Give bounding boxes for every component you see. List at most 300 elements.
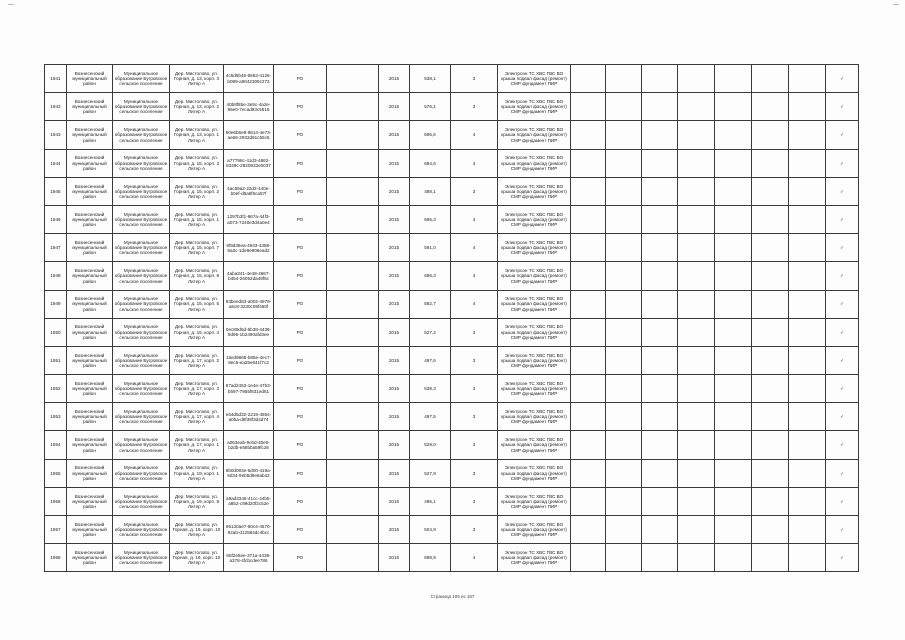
empty-cell [789, 403, 826, 431]
area-value-cell: 495,1 [410, 487, 451, 515]
row-number: 1941 [45, 65, 67, 93]
district-cell: Вознесенский муниципальный район [67, 93, 113, 121]
floors-cell: 4 [451, 234, 498, 262]
empty-cell [678, 318, 715, 346]
address-cell: Дер. Мистолово, ул. Горная, д. 17, корп. 2 Литер А [170, 346, 224, 374]
empty-cell [642, 205, 678, 233]
empty-cell [752, 403, 789, 431]
address-cell: Дер. Мистолово, ул. Горная, д. 17, корп. 1 Литер А [170, 431, 224, 459]
empty-cell [571, 177, 606, 205]
row-number: 1950 [45, 318, 67, 346]
empty-cell [715, 65, 752, 93]
guid-cell: 65f2e5ee-371a-4438-a378-4fcbcdee786 [224, 544, 274, 572]
table-row [45, 234, 859, 262]
floors-cell: 3 [451, 375, 498, 403]
empty-cell [642, 459, 678, 487]
municipality-cell: Муниципальное образование Бугровское сельское поселение [113, 318, 170, 346]
empty-cell [606, 318, 642, 346]
empty-cell [752, 290, 789, 318]
check-mark-icon: ✓ [826, 487, 859, 515]
empty-cell [606, 262, 642, 290]
fund-type-cell: РО [274, 121, 327, 149]
table-row [45, 544, 859, 572]
table-row [45, 403, 859, 431]
works-list-cell: Электроэн ТС ХВС ГВС ВО крыша подвал фасад (ремонт) СМР фундамент ПИР [498, 431, 571, 459]
empty-cell [715, 318, 752, 346]
empty-cell [571, 544, 606, 572]
guid-cell: 1297b3f1-967a-44f3-a073-7240e3d4a0e4 [224, 205, 274, 233]
empty-cell [606, 205, 642, 233]
check-mark-icon: ✓ [826, 375, 859, 403]
guid-cell: 4c5d5b46-6663-4126-b089-a9042309c272 [224, 65, 274, 93]
empty-cell [327, 487, 379, 515]
row-number: 1954 [45, 431, 67, 459]
row-number: 1946 [45, 205, 67, 233]
municipality-cell: Муниципальное образование Бугровское сельское поселение [113, 375, 170, 403]
empty-cell [752, 121, 789, 149]
district-cell: Вознесенский муниципальный район [67, 234, 113, 262]
table-row [45, 149, 859, 177]
fund-type-cell: РО [274, 544, 327, 572]
check-mark-icon: ✓ [826, 544, 859, 572]
year-cell: 2015 [379, 290, 410, 318]
table-row [45, 431, 859, 459]
empty-cell [715, 346, 752, 374]
check-mark-icon: ✓ [826, 205, 859, 233]
empty-cell [752, 516, 789, 544]
district-cell: Вознесенский муниципальный район [67, 403, 113, 431]
empty-cell [606, 149, 642, 177]
district-cell: Вознесенский муниципальный район [67, 544, 113, 572]
guid-cell: 0ec89d5d-6b38-4438-9d96-1b2490afd3ee [224, 318, 274, 346]
year-cell: 2015 [379, 262, 410, 290]
guid-cell: 96130ae7-80c4-4570-92ab-d12584dc4bcc [224, 516, 274, 544]
empty-cell [789, 346, 826, 374]
empty-cell [678, 544, 715, 572]
empty-cell [571, 205, 606, 233]
check-mark-icon: ✓ [826, 93, 859, 121]
district-cell: Вознесенский муниципальный район [67, 346, 113, 374]
empty-cell [789, 318, 826, 346]
check-mark-icon: ✓ [826, 177, 859, 205]
fund-type-cell: РО [274, 375, 327, 403]
empty-cell [752, 65, 789, 93]
empty-cell [752, 177, 789, 205]
municipality-cell: Муниципальное образование Бугровское сельское поселение [113, 403, 170, 431]
row-number: 1945 [45, 177, 67, 205]
empty-cell [789, 290, 826, 318]
row-number: 1944 [45, 149, 67, 177]
district-cell: Вознесенский муниципальный район [67, 318, 113, 346]
empty-cell [606, 403, 642, 431]
empty-cell [715, 431, 752, 459]
district-cell: Вознесенский муниципальный район [67, 459, 113, 487]
address-cell: Дер. Мистолово, ул. Горная, д. 15, корп. 3 Литер А [170, 149, 224, 177]
guid-cell: 93beed83-a002-4979-a5c8-3230c09f450f [224, 290, 274, 318]
area-value-cell: 497,6 [410, 346, 451, 374]
empty-cell [789, 234, 826, 262]
year-cell: 2015 [379, 544, 410, 572]
empty-cell [642, 65, 678, 93]
area-value-cell: 695,6 [410, 121, 451, 149]
empty-cell [606, 516, 642, 544]
works-list-cell: Электроэн ТС ХВС ГВС ВО крыша подвал фасад (ремонт) СМР фундамент ПИР [498, 544, 571, 572]
empty-cell [789, 93, 826, 121]
page-footer: Страница 109 из 187 [430, 594, 475, 599]
guid-cell: 40b8f8be-3e5c-4a2e-96e0-7ecad93c5516 [224, 93, 274, 121]
empty-cell [327, 149, 379, 177]
floors-cell: 3 [451, 346, 498, 374]
empty-cell [606, 121, 642, 149]
district-cell: Вознесенский муниципальный район [67, 65, 113, 93]
year-cell: 2015 [379, 375, 410, 403]
district-cell: Вознесенский муниципальный район [67, 375, 113, 403]
area-value-cell: 686,3 [410, 262, 451, 290]
works-list-cell: Электроэн ТС ХВС ГВС ВО крыша подвал фасад (ремонт) СМР фундамент ПИР [498, 65, 571, 93]
table-row [45, 93, 859, 121]
scan-mark [893, 4, 899, 5]
municipality-cell: Муниципальное образование Бугровское сельское поселение [113, 487, 170, 515]
empty-cell [678, 431, 715, 459]
empty-cell [571, 93, 606, 121]
empty-cell [752, 262, 789, 290]
municipality-cell: Муниципальное образование Бугровское сельское поселение [113, 93, 170, 121]
empty-cell [571, 487, 606, 515]
district-cell: Вознесенский муниципальный район [67, 262, 113, 290]
row-number: 1953 [45, 403, 67, 431]
area-value-cell: 576,1 [410, 93, 451, 121]
empty-cell [789, 459, 826, 487]
empty-cell [571, 375, 606, 403]
district-cell: Вознесенский муниципальный район [67, 290, 113, 318]
floors-cell: 4 [451, 205, 498, 233]
check-mark-icon: ✓ [826, 431, 859, 459]
address-cell: Дер. Мистолово, ул. Горная, д. 15, корп. 1 Литер А [170, 205, 224, 233]
empty-cell [752, 318, 789, 346]
empty-cell [642, 375, 678, 403]
fund-type-cell: РО [274, 262, 327, 290]
guid-cell: a063eab-9c6d-40e0-b2db-e58bba59fc26 [224, 431, 274, 459]
area-value-cell: 527,2 [410, 318, 451, 346]
floors-cell: 4 [451, 121, 498, 149]
empty-cell [642, 121, 678, 149]
floors-cell: 4 [451, 149, 498, 177]
empty-cell [715, 121, 752, 149]
works-list-cell: Электроэн ТС ХВС ГВС ВО крыша подвал фасад (ремонт) СМР фундамент ПИР [498, 234, 571, 262]
fund-type-cell: РО [274, 346, 327, 374]
works-list-cell: Электроэн ТС ХВС ГВС ВО крыша подвал фасад (ремонт) СМР фундамент ПИР [498, 290, 571, 318]
empty-cell [715, 262, 752, 290]
row-number: 1942 [45, 93, 67, 121]
check-mark-icon: ✓ [826, 234, 859, 262]
empty-cell [606, 375, 642, 403]
floors-cell: 4 [451, 544, 498, 572]
address-cell: Дер. Мистолово, ул. Горная, д. 15, корп. 8 Литер А [170, 262, 224, 290]
table-row [45, 459, 859, 487]
address-cell: Дер. Мистолово, ул. Горная, д. 17, корп. 3 Литер А [170, 375, 224, 403]
empty-cell [606, 177, 642, 205]
floors-cell: 3 [451, 487, 498, 515]
works-list-cell: Электроэн ТС ХВС ГВС ВО крыша подвал фасад (ремонт) СМР фундамент ПИР [498, 346, 571, 374]
empty-cell [715, 290, 752, 318]
empty-cell [715, 544, 752, 572]
empty-cell [789, 65, 826, 93]
empty-cell [715, 459, 752, 487]
empty-cell [606, 234, 642, 262]
district-cell: Вознесенский муниципальный район [67, 516, 113, 544]
empty-cell [571, 65, 606, 93]
municipality-cell: Муниципальное образование Бугровское сельское поселение [113, 431, 170, 459]
empty-cell [606, 459, 642, 487]
empty-cell [327, 459, 379, 487]
empty-cell [642, 177, 678, 205]
table-row [45, 121, 859, 149]
empty-cell [327, 205, 379, 233]
row-number: 1956 [45, 487, 67, 515]
district-cell: Вознесенский муниципальный район [67, 177, 113, 205]
empty-cell [642, 487, 678, 515]
empty-cell [789, 262, 826, 290]
address-cell: Дер. Мистолово, ул. Горная, д. 15, корп. 5 Литер А [170, 290, 224, 318]
floors-cell: 3 [451, 93, 498, 121]
empty-cell [789, 205, 826, 233]
year-cell: 2015 [379, 177, 410, 205]
year-cell: 2015 [379, 93, 410, 121]
address-cell: Дер. Мистолово, ул. Горная, д. 15, корп. 2 Литер А [170, 177, 224, 205]
empty-cell [571, 459, 606, 487]
empty-cell [678, 346, 715, 374]
floors-cell: 4 [451, 262, 498, 290]
empty-cell [715, 93, 752, 121]
year-cell: 2015 [379, 121, 410, 149]
municipality-cell: Муниципальное образование Бугровское сельское поселение [113, 234, 170, 262]
floors-cell: 3 [451, 403, 498, 431]
empty-cell [571, 318, 606, 346]
empty-cell [789, 487, 826, 515]
table-row [45, 318, 859, 346]
works-list-cell: Электроэн ТС ХВС ГВС ВО крыша подвал фасад (ремонт) СМР фундамент ПИР [498, 262, 571, 290]
area-value-cell: 497,5 [410, 403, 451, 431]
municipality-cell: Муниципальное образование Бугровское сельское поселение [113, 121, 170, 149]
row-number: 1952 [45, 375, 67, 403]
fund-type-cell: РО [274, 205, 327, 233]
empty-cell [789, 149, 826, 177]
area-value-cell: 529,0 [410, 431, 451, 459]
empty-cell [715, 375, 752, 403]
guid-cell: 9f9d36ea-4933-4388-9a3c-1de9e906ead2 [224, 234, 274, 262]
empty-cell [642, 346, 678, 374]
fund-type-cell: РО [274, 403, 327, 431]
empty-cell [571, 431, 606, 459]
empty-cell [571, 290, 606, 318]
guid-cell: 9b0d093e-6d00-419a-9d34-9eb5d9e6ab42 [224, 459, 274, 487]
fund-type-cell: РО [274, 459, 327, 487]
area-value-cell: 527,9 [410, 459, 451, 487]
empty-cell [789, 516, 826, 544]
municipality-cell: Муниципальное образование Бугровское сельское поселение [113, 65, 170, 93]
fund-type-cell: РО [274, 487, 327, 515]
row-number: 1955 [45, 459, 67, 487]
empty-cell [715, 177, 752, 205]
fund-type-cell: РО [274, 318, 327, 346]
works-list-cell: Электроэн ТС ХВС ГВС ВО крыша подвал фасад (ремонт) СМР фундамент ПИР [498, 459, 571, 487]
works-list-cell: Электроэн ТС ХВС ГВС ВО крыша подвал фасад (ремонт) СМР фундамент ПИР [498, 205, 571, 233]
floors-cell: 4 [451, 290, 498, 318]
area-value-cell: 694,6 [410, 149, 451, 177]
empty-cell [327, 65, 379, 93]
row-number: 1951 [45, 346, 67, 374]
area-value-cell: 695,3 [410, 205, 451, 233]
guid-cell: 90e6b5e9-9814-4e73-ae66-2932d61c55c6 [224, 121, 274, 149]
empty-cell [678, 177, 715, 205]
area-value-cell: 488,1 [410, 177, 451, 205]
empty-cell [327, 516, 379, 544]
empty-cell [327, 262, 379, 290]
empty-cell [642, 234, 678, 262]
empty-cell [678, 459, 715, 487]
year-cell: 2015 [379, 149, 410, 177]
empty-cell [715, 234, 752, 262]
empty-cell [642, 318, 678, 346]
check-mark-icon: ✓ [826, 149, 859, 177]
empty-cell [752, 149, 789, 177]
works-list-cell: Электроэн ТС ХВС ГВС ВО крыша подвал фасад (ремонт) СМР фундамент ПИР [498, 93, 571, 121]
address-cell: Дер. Мистолово, ул. Горная, д. 17, корп. 4 Литер А [170, 403, 224, 431]
works-list-cell: Электроэн ТС ХВС ГВС ВО крыша подвал фасад (ремонт) СМР фундамент ПИР [498, 375, 571, 403]
empty-cell [715, 487, 752, 515]
floors-cell: 3 [451, 459, 498, 487]
check-mark-icon: ✓ [826, 262, 859, 290]
empty-cell [642, 290, 678, 318]
empty-cell [606, 65, 642, 93]
floors-cell: 3 [451, 177, 498, 205]
address-cell: Дер. Мистолово, ул. Горная, д. 19, корп. 10 Литер А [170, 544, 224, 572]
check-mark-icon: ✓ [826, 346, 859, 374]
empty-cell [715, 149, 752, 177]
empty-cell [327, 346, 379, 374]
empty-cell [752, 487, 789, 515]
empty-cell [678, 234, 715, 262]
empty-cell [327, 234, 379, 262]
table-body [45, 65, 859, 572]
empty-cell [678, 375, 715, 403]
row-number: 1943 [45, 121, 67, 149]
address-cell: Дер. Мистолово, ул. Горная, д. 13, корп. 3 Литер А [170, 65, 224, 93]
empty-cell [327, 403, 379, 431]
empty-cell [606, 544, 642, 572]
empty-cell [715, 205, 752, 233]
empty-cell [678, 149, 715, 177]
empty-cell [789, 544, 826, 572]
address-cell: Дер. Мистолово, ул. Горная, д. 19, корп. 10 Литер А [170, 516, 224, 544]
empty-cell [571, 403, 606, 431]
works-list-cell: Электроэн ТС ХВС ГВС ВО крыша подвал фасад (ремонт) СМР фундамент ПИР [498, 403, 571, 431]
fund-type-cell: РО [274, 93, 327, 121]
floors-cell: 3 [451, 318, 498, 346]
empty-cell [789, 431, 826, 459]
empty-cell [642, 93, 678, 121]
check-mark-icon: ✓ [826, 403, 859, 431]
table-row [45, 262, 859, 290]
table-row [45, 177, 859, 205]
scan-mark [8, 4, 14, 5]
row-number: 1957 [45, 516, 67, 544]
register-table [44, 64, 859, 572]
empty-cell [789, 375, 826, 403]
empty-cell [678, 121, 715, 149]
works-list-cell: Электроэн ТС ХВС ГВС ВО крыша подвал фасад (ремонт) СМР фундамент ПИР [498, 487, 571, 515]
empty-cell [678, 262, 715, 290]
floors-cell: 3 [451, 516, 498, 544]
empty-cell [678, 93, 715, 121]
empty-cell [571, 262, 606, 290]
fund-type-cell: РО [274, 177, 327, 205]
empty-cell [752, 346, 789, 374]
address-cell: Дер. Мистолово, ул. Горная, д. 13, корп. 1 Литер А [170, 121, 224, 149]
empty-cell [789, 177, 826, 205]
guid-cell: a77798c-41d3-4862-8349c-2820933e0037 [224, 149, 274, 177]
works-list-cell: Электроэн ТС ХВС ГВС ВО крыша подвал фасад (ремонт) СМР фундамент ПИР [498, 149, 571, 177]
guid-cell: e64d5d32-2219-4864-a0ba-d9f39f3d4d74 [224, 403, 274, 431]
municipality-cell: Муниципальное образование Бугровское сельское поселение [113, 177, 170, 205]
empty-cell [642, 149, 678, 177]
fund-type-cell: РО [274, 516, 327, 544]
fund-type-cell: РО [274, 234, 327, 262]
empty-cell [678, 487, 715, 515]
empty-cell [606, 346, 642, 374]
empty-cell [752, 93, 789, 121]
guid-cell: 4ac69a2-22d2-440e-b0ef-d5a6f5ca57f [224, 177, 274, 205]
empty-cell [752, 234, 789, 262]
guid-cell: 4aba341-4e48-4667-b454-26052da49f5c [224, 262, 274, 290]
address-cell: Дер. Мистолово, ул. Горная, д. 15, корп. 7 Литер А [170, 234, 224, 262]
municipality-cell: Муниципальное образование Бугровское сельское поселение [113, 205, 170, 233]
check-mark-icon: ✓ [826, 459, 859, 487]
fund-type-cell: РО [274, 65, 327, 93]
district-cell: Вознесенский муниципальный район [67, 431, 113, 459]
municipality-cell: Муниципальное образование Бугровское сельское поселение [113, 544, 170, 572]
address-cell: Дер. Мистолово, ул. Горная, д. 13, корп. 2 Литер А [170, 93, 224, 121]
works-list-cell: Электроэн ТС ХВС ГВС ВО крыша подвал фасад (ремонт) СМР фундамент ПИР [498, 318, 571, 346]
municipality-cell: Муниципальное образование Бугровское сельское поселение [113, 149, 170, 177]
empty-cell [752, 431, 789, 459]
district-cell: Вознесенский муниципальный район [67, 149, 113, 177]
year-cell: 2015 [379, 516, 410, 544]
empty-cell [327, 318, 379, 346]
year-cell: 2015 [379, 205, 410, 233]
table-row [45, 516, 859, 544]
empty-cell [642, 431, 678, 459]
check-mark-icon: ✓ [826, 290, 859, 318]
empty-cell [752, 205, 789, 233]
district-cell: Вознесенский муниципальный район [67, 121, 113, 149]
district-cell: Вознесенский муниципальный район [67, 487, 113, 515]
guid-cell: 87ad2453-1e4e-47b3-b597-7955f831ed61 [224, 375, 274, 403]
works-list-cell: Электроэн ТС ХВС ГВС ВО крыша подвал фасад (ремонт) СМР фундамент ПИР [498, 121, 571, 149]
check-mark-icon: ✓ [826, 318, 859, 346]
row-number: 1947 [45, 234, 67, 262]
area-value-cell: 582,7 [410, 290, 451, 318]
empty-cell [678, 290, 715, 318]
empty-cell [327, 93, 379, 121]
empty-cell [606, 431, 642, 459]
empty-cell [571, 234, 606, 262]
municipality-cell: Муниципальное образование Бугровское сельское поселение [113, 290, 170, 318]
table-row [45, 346, 859, 374]
check-mark-icon: ✓ [826, 516, 859, 544]
empty-cell [571, 346, 606, 374]
empty-cell [606, 93, 642, 121]
